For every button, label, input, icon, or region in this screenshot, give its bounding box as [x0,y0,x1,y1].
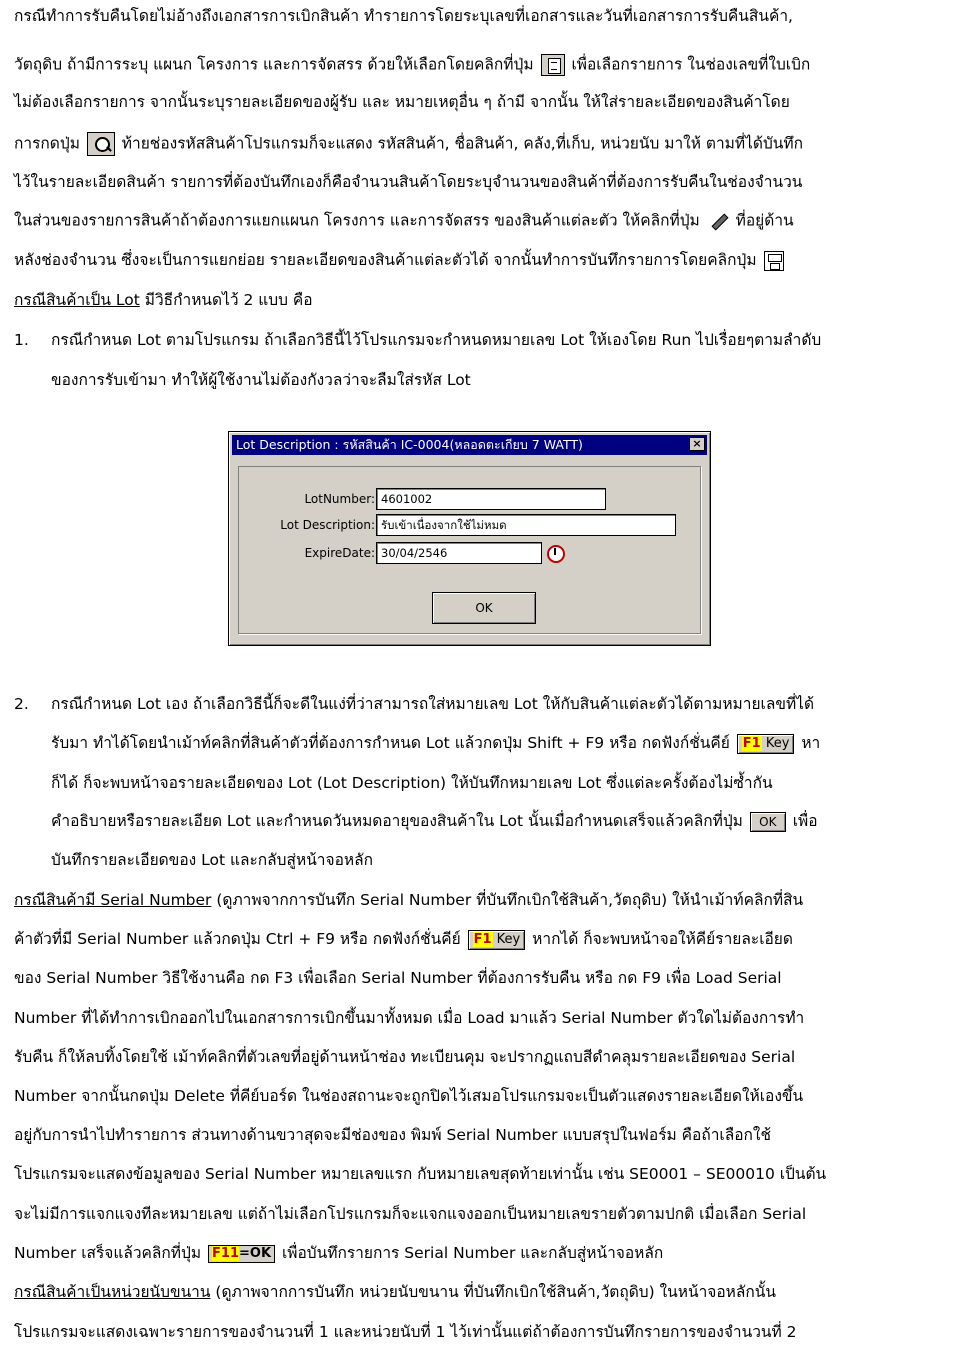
document-list-icon [541,54,565,76]
serial-line1-text: (ดูภาพจากการบันทึก Serial Number ที่บันทึกเบิกใช้สินค้า,วัตถุดิบ) ให้นำเม้าท์คลิกที่สิน [211,891,804,909]
unit-line2: โปรแกรมจะแสดงเฉพาะรายการของจำนวนที่ 1 และหน่วยนับที่ 1 ไว้เท่านั้นแต่ถ้าต้องการบันทึกรายการของจำนวนที่ 2 [14,1323,797,1341]
para1-line6-text-a: ในส่วนของรายการสินค้าถ้าต้องการแยกแผนก โครงการ และการจัดสรร ของสินค้าแต่ละตัว ให้คลิกที่ปุ่ม [14,211,700,230]
calendar-clock-icon[interactable] [544,542,566,564]
pencil-edit-icon [707,210,729,232]
para1-line6 [14,210,794,232]
f1-key-button: F1 Key [737,734,795,754]
lot-number-label: LotNumber: [304,492,375,506]
serial-line4: Number ที่ได้ทำการเบิกออกไปในเอกสารการเบิกขึ้นมาทั้งหมด เมื่อ Load มาแล้ว Serial Number ตัวใดไม่ต้องการทำ [14,1009,805,1027]
para1-line4-text-a: การกดปุ่ม [14,134,80,153]
para1-line3: ไม่ต้องเลือกรายการ จากนั้นระบุรายละเอียดของผู้รับ และ หมายเหตุอื่น ๆ ถ้ามี จากนั้น ให้ใส่รายละเอียดของสินค้าโดย [14,93,790,111]
dialog-titlebar [232,435,707,455]
lot-item1-line2: ของการรับเข้ามา ทำให้ผู้ใช้งานไม่ต้องกังวลว่าจะลืมใส่รหัส Lot [51,371,471,389]
lot-item2-line5: บันทึกรายละเอียดของ Lot และกลับสู่หน้าจอหลัก [51,851,373,869]
expire-date-label: ExpireDate: [304,546,375,560]
serial-line10-text-a: Number เสร็จแล้วคลิกที่ปุ่ม [14,1244,202,1262]
serial-line9: จะไม่มีการแจกแจงทีละหมายเลข แต่ถ้าไม่เลือกโปรแกรมก็จะแจกแจงออกเป็นหมายเลขรายตัวตามปกติ เมื่อเลือก Serial [14,1205,807,1223]
close-icon[interactable]: × [689,437,705,451]
lot-item2-line2-text-a: รับมา ทำได้โดยนำเม้าท์คลิกที่สินค้าตัวที่ต้องการกำหนด Lot แล้วกดปุ่ม Shift + F9 หรือ กดฟังก์ชั่นคีย์ [51,734,730,752]
unit-heading: กรณีสินค้าเป็นหน่วยนับขนาน [14,1283,211,1301]
save-disk-icon [764,251,784,271]
zoom-search-icon [87,132,115,156]
lot-description-field[interactable]: รับเข้าเนื่องจากใช้ไม่หมด [376,514,676,536]
lot-heading-rest: มีวิธีกำหนดไว้ 2 แบบ คือ [139,291,313,309]
serial-line1 [14,890,803,910]
serial-line3: ของ Serial Number วิธีใช้งานคือ กด F3 เพื่อเลือก Serial Number ที่ต้องการรับคืน หรือ กด F9 เพื่อ Load Serial [14,969,782,987]
lot-description-label: Lot Description: [280,518,375,532]
para1-line1: กรณีทำการรับคืนโดยไม่อ้างถึงเอกสารการเบิกสินค้า ทำรายการโดยระบุเลขที่เอกสารและวันที่เอกสารการรับคืนสินค้า, [14,7,793,25]
lot-description-dialog [228,431,711,646]
serial-line8: โปรแกรมจะแสดงข้อมูลของ Serial Number หมายเลขแรก กับหมายเลขสุดท้ายเท่านั้น เช่น SE0001 – SE00010 เป็นต้น [14,1165,827,1183]
lot-item1-number: 1. [14,331,29,349]
lot-number-field[interactable]: 4601002 [376,488,606,510]
serial-line10 [14,1243,663,1263]
serial-heading: กรณีสินค้ามี Serial Number [14,891,212,909]
para1-line6-text-b: ที่อยู่ด้าน [735,211,794,230]
lot-item2-number: 2. [14,695,29,713]
lot-item2-line2 [51,733,820,754]
para1-line2 [14,54,810,76]
serial-line7: อยู่กับการนำไปทำรายการ ส่วนทางด้านขวาสุดจะมีช่องของ พิมพ์ Serial Number แบบสรุปในฟอร์ม คือถ้าเลือกใช้ [14,1126,772,1144]
lot-item2-line3: ก็ได้ ก็จะพบหน้าจอรายละเอียดของ Lot (Lot Description) ให้บันทึกหมายเลข Lot ซึ่งแต่ละครั้งต้องไม่ซ้ำกัน [51,774,773,792]
serial-line2 [14,929,793,950]
serial-line2-text-a: ค้าตัวที่มี Serial Number แล้วกดปุ่ม Ctrl + F9 หรือ กดฟังก์ชั่นคีย์ [14,930,461,948]
lot-item2-line4-text-b: เพื่อ [792,812,818,830]
lot-item2-line4 [51,811,818,832]
serial-line6: Number จากนั้นกดปุ่ม Delete ที่คีย์บอร์ด ในช่องสถานะจะถูกปิดไว้เสมอโปรแกรมจะเป็นตัวแสดงรายละเอียดให้เองขึ้น [14,1087,804,1105]
unit-line1 [14,1282,776,1302]
lot-item2-line1: กรณีกำหนด Lot เอง ถ้าเลือกวิธีนี้ก็จะดีในแง่ที่ว่าสามารถใส่หมายเลข Lot ให้กับสินค้าแต่ละตัวได้ตามหมายเลขที่ได้ [51,695,815,713]
f1-key-button-2: F1 Key [468,930,526,950]
para1-line2-text-a: วัตถุดิบ ถ้ามีการระบุ แผนก โครงการ และการจัดสรร ด้วยให้เลือกโดยคลิกที่ปุ่ม [14,55,534,74]
lot-item1-line1: กรณีกำหนด Lot ตามโปรแกรม ถ้าเลือกวิธีนี้ไว้โปรแกรมจะกำหนดหมายเลข Lot ให้เองโดย Run ไปเรื่อยๆตามลำดับ [51,331,822,349]
f11-ok-key-button: F11=OK [208,1245,275,1263]
lot-heading: กรณีสินค้าเป็น Lot [14,291,140,309]
ok-button[interactable]: OK [432,592,536,624]
dialog-fields-group [238,466,701,634]
unit-line1-text: (ดูภาพจากการบันทึก หน่วยนับขนาน ที่บันทึกเบิกใช้สินค้า,วัตถุดิบ) ในหน้าจอหลักนั้น [210,1283,776,1301]
lot-item2-line2-text-b: หา [801,734,821,752]
serial-line10-text-b: เพื่อบันทึกรายการ Serial Number และกลับสู่หน้าจอหลัก [281,1244,664,1262]
para1-line5: ไว้ในรายละเอียดสินค้า รายการที่ต้องบันทึกเองก็คือจำนวนสินค้าโดยระบุจำนวนของสินค้าที่ต้องการรับคืนในช่องจำนวน [14,173,803,191]
para1-line4-text-b: ท้ายช่องรหัสสินค้าโปรแกรมก็จะแสดง รหัสสินค้า, ชื่อสินค้า, คลัง,ที่เก็บ, หน่วยนับ มาให้ ตามที่ได้บันทึก [121,134,803,153]
lot-heading-line [14,290,313,310]
serial-line5: รับคืน ก็ให้ลบทิ้งโดยใช้ เม้าท์คลิกที่ตัวเลขที่อยู่ด้านหน้าช่อง ทะเบียนคุม จะปรากฏแถบสีดำคลุมรายละเอียดของ Serial [14,1048,796,1066]
para1-line4 [14,132,803,156]
para1-line7-text: หลังช่องจำนวน ซึ่งจะเป็นการแยกย่อย รายละเอียดของสินค้าแต่ละตัวได้ จากนั้นทำการบันทึกรายการโดยคลิกปุ่ม [14,251,757,269]
lot-item2-line4-text-a: คำอธิบายหรือรายละเอียด Lot และกำหนดวันหมดอายุของสินค้าใน Lot นั้นเมื่อกำหนดเสร็จแล้วคลิกที่ปุ่ม [51,812,743,830]
para1-line2-text-b: เพื่อเลือกรายการ ในช่องเลขที่ใบเบิก [571,55,811,74]
para1-line7 [14,250,786,271]
serial-line2-text-b: หากได้ ก็จะพบหน้าจอให้คีย์รายละเอียด [532,930,793,948]
expire-date-field[interactable]: 30/04/2546 [376,542,542,564]
ok-key-button: OK [750,812,786,832]
dialog-title: Lot Description : รหัสสินค้า IC-0004(หลอดตะเกียบ 7 WATT) [236,437,583,452]
